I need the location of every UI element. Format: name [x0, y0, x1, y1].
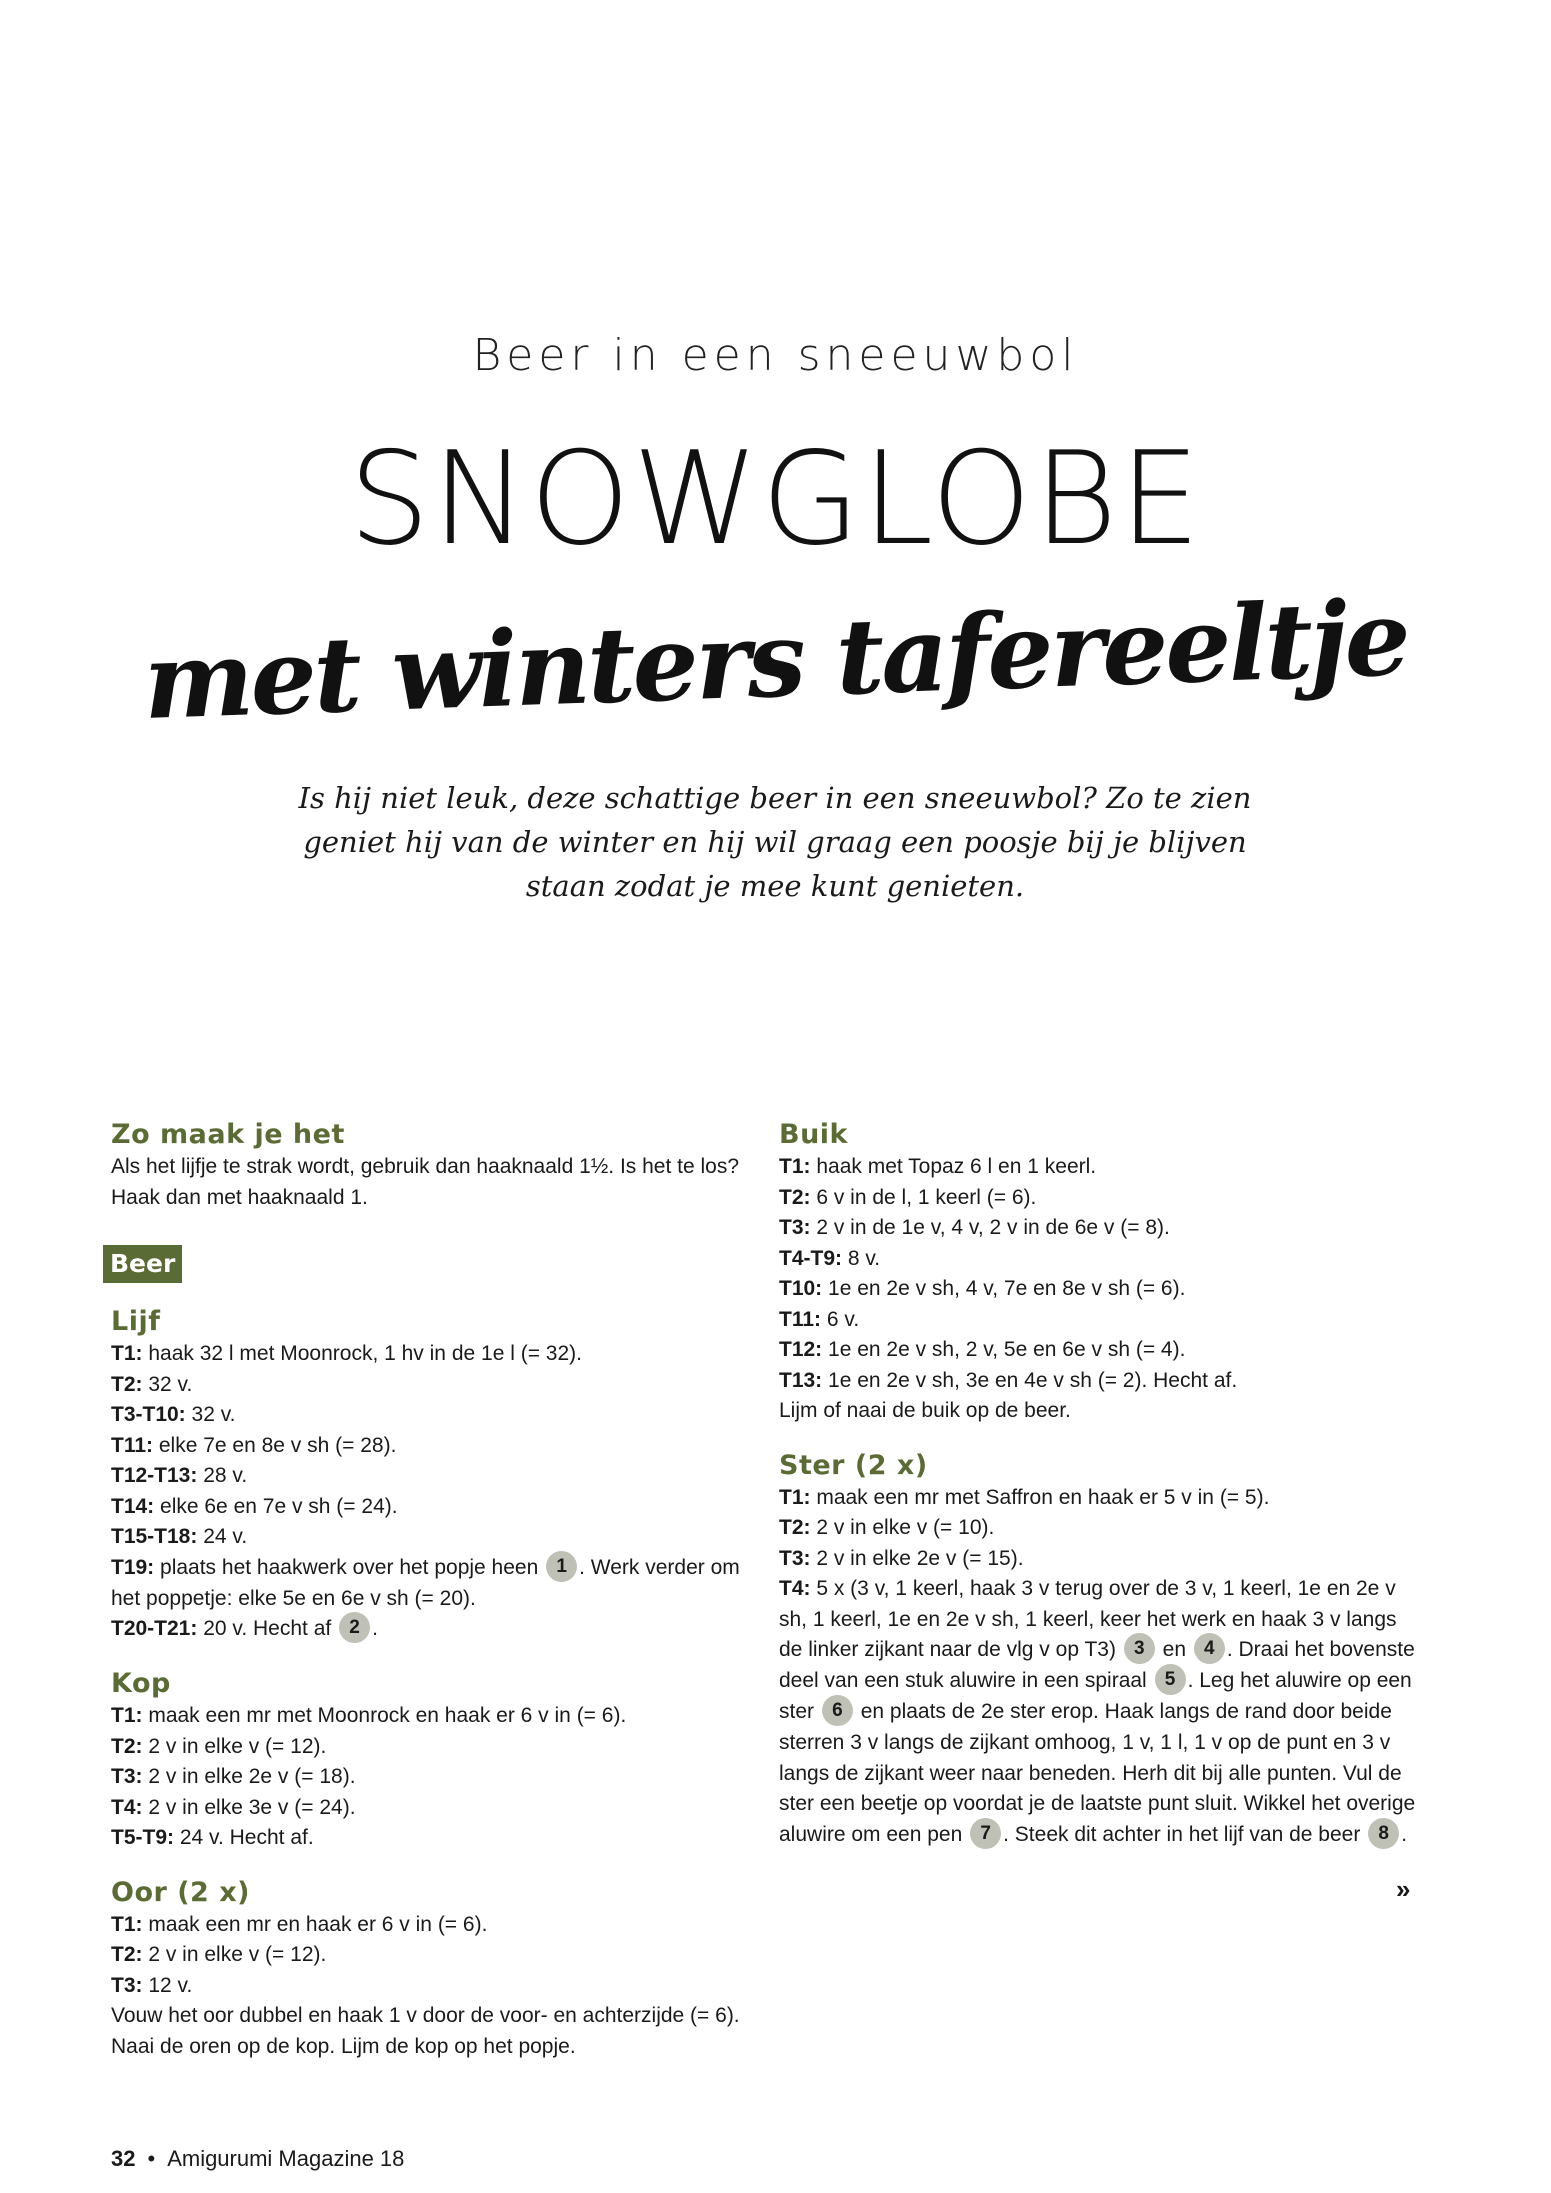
- instruction-row: [779, 1483, 1419, 1514]
- instruction-row: [779, 1305, 1419, 1336]
- row-text: 2 v in elke 2e v (= 18).: [142, 1765, 356, 1788]
- footer-separator: •: [147, 2146, 156, 2171]
- step-badge: 5: [1155, 1664, 1186, 1695]
- section-tag-beer: Beer: [103, 1245, 182, 1283]
- section-buik: [779, 1118, 1419, 1427]
- section-heading-ster: Ster (2 x): [779, 1449, 928, 1481]
- instruction-row: [111, 1492, 747, 1523]
- row-text: . Draai het bovenste deel van een stuk aluwire in een spiraal: [779, 1638, 1415, 1693]
- row-text: 6 v in de l, 1 keerl (= 6).: [810, 1185, 1037, 1209]
- intro-text: Als het lijfje te strak wordt, gebruik dan haaknaald 1½. Is het te los? Haak dan met haaknaald 1.: [111, 1155, 740, 1209]
- row-label: T11:: [779, 1307, 822, 1331]
- row-text: elke 7e en 8e v sh (= 28).: [153, 1433, 397, 1457]
- row-label: T2:: [111, 1734, 143, 1758]
- section-ster: [779, 1449, 1419, 1851]
- section-heading-zo-maak-je-het: Zo maak je het: [111, 1119, 345, 1150]
- row-text: 1e en 2e v sh, 2 v, 5e en 6e v sh (= 4).: [822, 1338, 1186, 1361]
- row-text: 2 v in elke 3e v (= 24).: [142, 1795, 356, 1819]
- kop-rows: [111, 1701, 747, 1854]
- instruction-row: [111, 1793, 747, 1824]
- row-text: en: [1156, 1638, 1192, 1662]
- row-label: T3:: [111, 1765, 143, 1788]
- row-text: 2 v in de 1e v, 4 v, 2 v in de 6e v (= 8).: [810, 1216, 1170, 1239]
- instruction-row: [111, 1400, 747, 1431]
- step-badge: 7: [970, 1818, 1001, 1849]
- row-text: 20 v. Hecht af: [197, 1617, 332, 1641]
- row-label: T4:: [779, 1577, 811, 1600]
- instruction-row: [779, 1213, 1419, 1244]
- row-label: T4-T9:: [779, 1246, 842, 1270]
- section-heading-oor: Oor (2 x): [111, 1876, 250, 1908]
- instruction-row: [111, 1614, 747, 1645]
- magazine-name: Amigurumi Magazine 18: [167, 2146, 405, 2171]
- step-badge: 8: [1368, 1818, 1399, 1849]
- row-text: 2 v in elke v (= 12).: [142, 1943, 327, 1966]
- instruction-row: [111, 1823, 747, 1854]
- row-label: T1:: [111, 1912, 143, 1936]
- instruction-row: [111, 1971, 747, 2002]
- row-label: T2:: [779, 1516, 811, 1539]
- step-badge: 2: [339, 1612, 370, 1643]
- row-text: 24 v. Hecht af.: [174, 1826, 314, 1849]
- row-label: T14:: [111, 1494, 155, 1518]
- step-badge: 3: [1124, 1633, 1155, 1664]
- row-text: . Steek dit achter in het lijf van de beer: [1003, 1822, 1361, 1846]
- row-text: 2 v in elke 2e v (= 15).: [810, 1546, 1024, 1570]
- instruction-row: [111, 1910, 747, 1941]
- row-label: T19:: [111, 1555, 155, 1579]
- row-text: 32 v.: [185, 1403, 236, 1426]
- row-text: .: [1401, 1822, 1408, 1846]
- script-subtitle: met winters tafereeltje: [141, 575, 1410, 744]
- row-label: T11:: [111, 1433, 154, 1457]
- ster-rows: [779, 1483, 1419, 1575]
- instruction-row: [779, 1152, 1419, 1183]
- row-label: T3:: [779, 1216, 811, 1239]
- row-text: . Leg het aluwire op een ster: [779, 1669, 1412, 1724]
- instruction-row: [111, 1940, 747, 1971]
- step-badge: 6: [822, 1695, 853, 1726]
- instruction-row: [111, 1732, 747, 1763]
- row-label: T2:: [111, 1943, 143, 1966]
- section-oor: [111, 1876, 747, 2063]
- row-text: 6 v.: [821, 1307, 860, 1331]
- row-label: T1:: [779, 1485, 811, 1509]
- row-label: T5-T9:: [111, 1826, 174, 1849]
- section-lijf: [111, 1305, 747, 1645]
- row-label: T1:: [111, 1704, 143, 1727]
- instruction-row: [111, 1762, 747, 1793]
- instruction-row: [779, 1335, 1419, 1366]
- row-text: plaats het haakwerk over het popje heen: [154, 1555, 539, 1579]
- lijf-rows: [111, 1339, 747, 1553]
- instruction-row: [111, 1553, 747, 1615]
- row-text: . Werk verder om het poppetje: elke 5e en 6e v sh (= 20).: [111, 1555, 740, 1610]
- instruction-row: [779, 1244, 1419, 1275]
- section-heading-buik: Buik: [779, 1119, 849, 1150]
- row-label: T1:: [779, 1155, 811, 1178]
- step-badge: 1: [546, 1551, 577, 1582]
- row-text: 12 v.: [142, 1973, 193, 1997]
- row-label: T2:: [779, 1185, 811, 1209]
- section-kop: [111, 1667, 747, 1854]
- instruction-row: [111, 1701, 747, 1732]
- page-title: [0, 425, 1551, 574]
- row-text: 8 v.: [842, 1246, 881, 1270]
- row-text: maak een mr met Saffron en haak er 5 v in (= 5).: [810, 1485, 1270, 1509]
- row-text: en plaats de 2e ster erop. Haak langs de rand door beide sterren 3 v langs de zijkant omhoog, 1 v, 1 l, 1 v op de punt en 3 v langs de zijkant weer naar beneden. Herh dit bij alle punten. Vul de ster een beetje op voordat je de laatste punt sluit. Wikkel het overige aluwire om een pen: [779, 1700, 1416, 1846]
- section-heading-lijf: Lijf: [111, 1306, 161, 1337]
- instruction-row: [779, 1513, 1419, 1544]
- row-label: T3:: [111, 1973, 143, 1997]
- instruction-row: [779, 1366, 1419, 1397]
- oor-rows: [111, 1910, 747, 2002]
- row-label: T10:: [779, 1277, 823, 1300]
- row-label: T13:: [779, 1368, 823, 1392]
- row-text: maak een mr met Moonrock en haak er 6 v in (= 6).: [142, 1704, 627, 1727]
- instruction-row: [779, 1183, 1419, 1214]
- row-text: haak 32 l met Moonrock, 1 hv in de 1e l (= 32).: [142, 1342, 582, 1365]
- row-text: 5 x (3 v, 1 keerl, haak 3 v terug over de 3 v, 1 keerl, 1e en 2e v sh, 1 keerl, 1e en 2e v sh, 1 keerl, keer het werk en haak 3 v langs de linker zijkant naar de vlg v op T3): [779, 1577, 1397, 1662]
- oor-note: Vouw het oor dubbel en haak 1 v door de voor- en achterzijde (= 6). Naai de oren op de kop. Lijm de kop op het popje.: [111, 2004, 740, 2058]
- instruction-row: [111, 1522, 747, 1553]
- row-text: maak een mr en haak er 6 v in (= 6).: [142, 1912, 488, 1936]
- row-label: T15-T18:: [111, 1525, 198, 1548]
- row-text: elke 6e en 7e v sh (= 24).: [154, 1494, 398, 1518]
- row-text: 1e en 2e v sh, 4 v, 7e en 8e v sh (= 6).: [822, 1277, 1186, 1300]
- row-label: T1:: [111, 1342, 143, 1365]
- instruction-row: [779, 1274, 1419, 1305]
- instruction-row: [111, 1370, 747, 1401]
- row-label: T2:: [111, 1372, 143, 1396]
- intro-paragraph: Is hij niet leuk, deze schattige beer in een sneeuwbol? Zo te zien geniet hij van de winter en hij wil graag een poosje bij je blijven staan zodat je mee kunt genieten.: [298, 781, 1252, 903]
- instruction-row: [779, 1544, 1419, 1575]
- kicker-title: Beer in een sneeuwbol: [472, 330, 1079, 381]
- section-heading-kop: Kop: [111, 1668, 171, 1699]
- row-text: haak met Topaz 6 l en 1 keerl.: [810, 1155, 1097, 1178]
- row-label: T3-T10:: [111, 1403, 186, 1426]
- buik-note: Lijm of naai de buik op de beer.: [779, 1399, 1071, 1422]
- left-column: [111, 1118, 747, 2062]
- row-label: T4:: [111, 1795, 143, 1819]
- instruction-row: [111, 1431, 747, 1462]
- step-badge: 4: [1194, 1633, 1225, 1664]
- right-column: [779, 1118, 1419, 1851]
- instruction-row: [111, 1339, 747, 1370]
- row-label: T20-T21:: [111, 1617, 198, 1641]
- row-label: T12:: [779, 1338, 823, 1361]
- row-text: 32 v.: [142, 1372, 193, 1396]
- page-title-text: SNOWGLOBE: [348, 425, 1203, 574]
- row-text: 28 v.: [197, 1464, 248, 1487]
- row-text: 24 v.: [197, 1525, 248, 1548]
- page-footer: [111, 2146, 404, 2172]
- continue-mark: »: [1396, 1874, 1411, 1904]
- row-text: .: [372, 1617, 378, 1641]
- row-text: 2 v in elke v (= 12).: [142, 1734, 327, 1758]
- row-label: T12-T13:: [111, 1464, 198, 1487]
- page-number: 32: [111, 2146, 136, 2171]
- instruction-row: [779, 1574, 1419, 1851]
- row-text: 2 v in elke v (= 10).: [810, 1516, 995, 1539]
- instructions-intro: [111, 1118, 747, 1213]
- instruction-row: [111, 1461, 747, 1492]
- row-text: 1e en 2e v sh, 3e en 4e v sh (= 2). Hecht af.: [822, 1368, 1238, 1392]
- buik-rows: [779, 1152, 1419, 1396]
- row-label: T3:: [779, 1546, 811, 1570]
